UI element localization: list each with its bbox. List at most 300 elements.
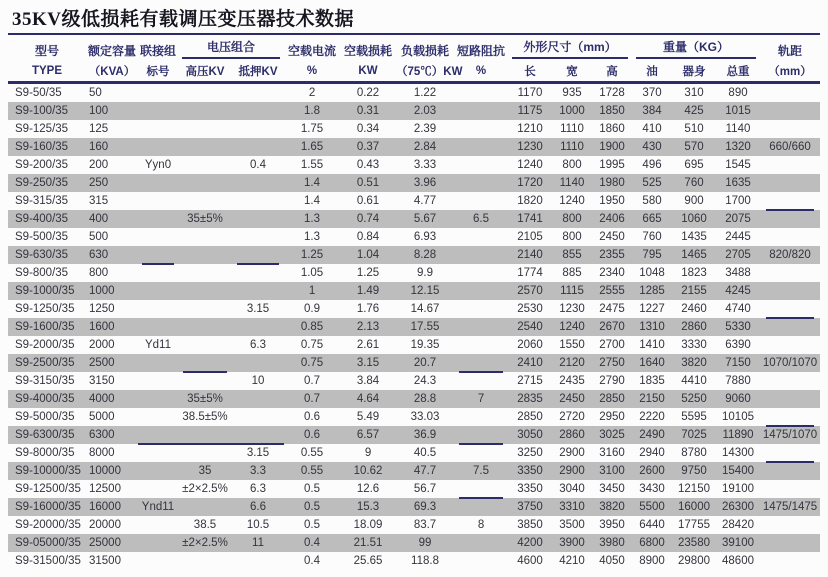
col-subheader-hv: 高压KV xyxy=(185,65,225,78)
cell-kva: 25000 xyxy=(89,537,121,549)
cell-current: 0.9 xyxy=(304,303,321,315)
cell-noload: 1.25 xyxy=(356,267,380,279)
col-header-weight-group xyxy=(632,36,760,60)
cell-noload: 3.15 xyxy=(356,357,380,369)
cell-hv: 35±5% xyxy=(187,393,223,405)
cell-lv: 3.15 xyxy=(246,447,270,459)
cell-hv xyxy=(178,264,232,282)
cell-noload: 21.51 xyxy=(353,537,383,549)
col-header-connection-group: 联接组 xyxy=(139,44,176,58)
cell-noload: 0.34 xyxy=(356,123,380,135)
cell-body: 3820 xyxy=(681,357,707,369)
cell-noload: 2.61 xyxy=(356,339,380,351)
cell-type: S9-400/35 xyxy=(15,213,69,225)
cell-current: 0.4 xyxy=(304,555,321,567)
cell-total: 2075 xyxy=(725,213,751,225)
cell-lv xyxy=(232,426,284,444)
dimensions-group-label: 外形尺寸（mm） xyxy=(512,38,628,59)
cell-noload: 0.61 xyxy=(356,195,380,207)
cell-lv xyxy=(232,102,284,120)
cell-kva: 10000 xyxy=(89,465,121,477)
col-header-impedance: 短路阻抗 xyxy=(457,44,506,58)
cell-hv xyxy=(178,174,232,192)
cell-total: 4245 xyxy=(725,285,751,297)
cell-lv: 11 xyxy=(252,537,264,549)
cell-label xyxy=(138,228,178,246)
cell-body: 425 xyxy=(684,105,704,117)
cell-total: 11890 xyxy=(722,429,754,441)
cell-wid: 4210 xyxy=(559,555,585,567)
cell-oil: 2600 xyxy=(639,465,665,477)
cell-lv xyxy=(232,354,284,372)
cell-wid: 1240 xyxy=(559,321,585,333)
cell-type: S9-200/35 xyxy=(15,159,69,171)
cell-kva: 200 xyxy=(89,159,109,171)
cell-total: 1700 xyxy=(725,195,751,207)
cell-gauge xyxy=(760,282,820,300)
cell-noload: 25.65 xyxy=(353,555,383,567)
cell-current: 1.4 xyxy=(304,177,321,189)
cell-hv xyxy=(178,354,232,372)
cell-noload: 0.43 xyxy=(356,159,380,171)
cell-wid: 1230 xyxy=(559,303,585,315)
cell-hv xyxy=(178,300,232,318)
cell-body: 2460 xyxy=(681,303,707,315)
cell-gauge xyxy=(760,156,820,174)
cell-current: 0.6 xyxy=(304,429,321,441)
cell-kva: 50 xyxy=(89,87,102,99)
cell-oil: 6440 xyxy=(639,519,665,531)
cell-impedance xyxy=(454,138,508,156)
cell-body: 5250 xyxy=(681,393,707,405)
cell-lv xyxy=(232,192,284,210)
cell-load: 3.96 xyxy=(413,177,437,189)
cell-hei: 2750 xyxy=(599,357,625,369)
table-row xyxy=(8,156,820,174)
cell-oil: 3430 xyxy=(639,483,665,495)
cell-noload: 0.37 xyxy=(356,141,380,153)
cell-load: 36.9 xyxy=(413,429,437,441)
cell-kva: 500 xyxy=(89,231,109,243)
cell-lv: 6.3 xyxy=(250,483,266,495)
cell-hv: ±2×2.5% xyxy=(182,483,228,495)
cell-total: 2705 xyxy=(725,249,751,261)
cell-label: Yd11 xyxy=(144,339,171,351)
cell-len: 1741 xyxy=(517,213,543,225)
cell-gauge xyxy=(760,300,820,318)
cell-label xyxy=(138,426,178,444)
cell-lv xyxy=(232,138,284,156)
cell-type: S9-100/35 xyxy=(15,105,69,117)
col-subheader-connection-label: 标号 xyxy=(146,65,170,78)
cell-total: 48600 xyxy=(722,555,754,567)
cell-len: 2850 xyxy=(517,411,543,423)
cell-hei: 1995 xyxy=(599,159,625,171)
cell-kva: 3150 xyxy=(89,375,115,387)
cell-oil: 1835 xyxy=(639,375,665,387)
cell-wid: 800 xyxy=(562,231,582,243)
cell-type: S9-160/35 xyxy=(15,141,69,153)
cell-load: 99 xyxy=(418,537,432,549)
cell-hv xyxy=(178,444,232,462)
cell-kva: 315 xyxy=(89,195,109,207)
cell-noload: 0.84 xyxy=(356,231,380,243)
cell-oil: 2220 xyxy=(639,411,665,423)
cell-body: 5595 xyxy=(681,411,707,423)
cell-oil: 1048 xyxy=(639,267,665,279)
cell-impedance xyxy=(454,228,508,246)
cell-kva: 125 xyxy=(89,123,109,135)
table-row xyxy=(8,444,820,462)
cell-label xyxy=(138,264,178,282)
cell-load: 2.39 xyxy=(413,123,437,135)
cell-load: 12.15 xyxy=(410,285,440,297)
cell-noload: 12.6 xyxy=(356,483,380,495)
cell-label xyxy=(138,138,178,156)
cell-kva: 1600 xyxy=(89,321,115,333)
cell-len: 2410 xyxy=(517,357,543,369)
cell-body: 17755 xyxy=(678,519,710,531)
page-title: 35KV级低损耗有载调压变压器技术数据 xyxy=(12,9,355,30)
table-row xyxy=(8,246,820,264)
cell-lv xyxy=(232,282,284,300)
cell-noload: 5.49 xyxy=(356,411,380,423)
cell-len: 4600 xyxy=(517,555,543,567)
cell-len: 1230 xyxy=(517,141,543,153)
cell-impedance xyxy=(454,246,508,264)
table-row xyxy=(8,174,820,192)
cell-load: 5.67 xyxy=(413,213,437,225)
cell-body: 9750 xyxy=(681,465,707,477)
cell-hei: 2850 xyxy=(599,393,625,405)
cell-label xyxy=(138,372,178,390)
cell-type: S9-05000/35 xyxy=(15,537,81,549)
col-header-noload-current: 空载电流 xyxy=(288,44,337,58)
cell-hei: 2450 xyxy=(599,231,625,243)
cell-impedance xyxy=(454,552,508,570)
cell-load: 8.28 xyxy=(413,249,437,261)
cell-hv: 35 xyxy=(198,465,212,477)
cell-len: 1820 xyxy=(517,195,543,207)
cell-total: 26300 xyxy=(722,501,754,513)
cell-kva: 250 xyxy=(89,177,109,189)
cell-hv: 35±5% xyxy=(187,213,223,225)
cell-load: 3.33 xyxy=(413,159,437,171)
cell-wid: 2450 xyxy=(559,393,585,405)
cell-oil: 1410 xyxy=(639,339,665,351)
cell-hei: 3025 xyxy=(599,429,625,441)
cell-type: S9-2500/35 xyxy=(15,357,75,369)
cell-body: 570 xyxy=(684,141,704,153)
cell-hv xyxy=(178,228,232,246)
cell-oil: 1640 xyxy=(639,357,665,369)
cell-gauge: 820/820 xyxy=(769,249,811,261)
cell-impedance: 7 xyxy=(477,393,485,405)
cell-oil: 6800 xyxy=(639,537,665,549)
cell-current: 2 xyxy=(308,87,316,99)
cell-body: 1060 xyxy=(681,213,707,225)
cell-gauge xyxy=(760,408,820,426)
cell-type: S9-8000/35 xyxy=(15,447,75,459)
cell-total: 7880 xyxy=(725,375,751,387)
table-row xyxy=(8,534,820,552)
cell-total: 1140 xyxy=(725,123,751,135)
cell-total: 1320 xyxy=(725,141,751,153)
col-subheader-kva: （KVA） xyxy=(88,65,136,78)
col-header-voltage-group xyxy=(178,36,284,60)
cell-wid: 935 xyxy=(562,87,582,99)
weight-group-label: 重量（KG） xyxy=(636,38,756,59)
cell-hv xyxy=(178,156,232,174)
cell-hv xyxy=(178,120,232,138)
col-header-type: 型号 xyxy=(34,44,59,58)
cell-body: 2860 xyxy=(681,321,707,333)
cell-noload: 0.22 xyxy=(356,87,380,99)
table-row xyxy=(8,83,820,103)
cell-noload: 10.62 xyxy=(353,465,383,477)
cell-oil: 1227 xyxy=(639,303,665,315)
cell-wid: 885 xyxy=(562,267,582,279)
cell-body: 1435 xyxy=(681,231,707,243)
table-row xyxy=(8,282,820,300)
cell-load: 47.7 xyxy=(413,465,437,477)
cell-label xyxy=(138,444,178,462)
header-row-1 xyxy=(8,36,820,60)
cell-load: 33.03 xyxy=(410,411,440,423)
cell-hv xyxy=(178,318,232,336)
cell-hv xyxy=(178,498,232,516)
table-header xyxy=(8,36,820,83)
cell-lv: 0.4 xyxy=(250,159,266,171)
cell-len: 1774 xyxy=(517,267,543,279)
cell-impedance xyxy=(454,264,508,282)
cell-len: 2540 xyxy=(517,321,543,333)
cell-body: 4410 xyxy=(681,375,707,387)
cell-oil: 1285 xyxy=(639,285,665,297)
cell-oil: 760 xyxy=(642,231,662,243)
cell-body: 2155 xyxy=(681,285,707,297)
cell-label xyxy=(138,282,178,300)
cell-total: 39100 xyxy=(722,537,754,549)
cell-gauge: 1475/1475 xyxy=(762,501,818,513)
cell-hei: 3820 xyxy=(599,501,625,513)
cell-gauge xyxy=(760,318,820,336)
table-row xyxy=(8,138,820,156)
cell-load: 40.5 xyxy=(413,447,437,459)
cell-gauge xyxy=(760,444,820,462)
table-row xyxy=(8,120,820,138)
table-row xyxy=(8,264,820,282)
cell-lv: 10 xyxy=(251,375,265,387)
cell-kva: 2500 xyxy=(89,357,115,369)
cell-hv xyxy=(178,102,232,120)
cell-hei: 1860 xyxy=(599,123,625,135)
cell-gauge xyxy=(760,210,820,228)
cell-wid: 800 xyxy=(562,159,582,171)
cell-wid: 800 xyxy=(562,213,582,225)
col-subheader-body: 器身 xyxy=(682,65,706,78)
table-row xyxy=(8,552,820,570)
col-header-kva: 额定容量 xyxy=(87,44,136,58)
col-header-dimensions-group xyxy=(508,36,632,60)
cell-hei: 3950 xyxy=(599,519,625,531)
cell-gauge xyxy=(760,534,820,552)
cell-total: 10105 xyxy=(722,411,754,423)
cell-impedance xyxy=(454,300,508,318)
cell-label xyxy=(138,516,178,534)
table-row xyxy=(8,318,820,336)
cell-load: 69.3 xyxy=(413,501,437,513)
cell-label xyxy=(138,534,178,552)
cell-label xyxy=(138,480,178,498)
cell-type: S9-3150/35 xyxy=(15,375,75,387)
cell-wid: 3500 xyxy=(559,519,585,531)
cell-wid: 1110 xyxy=(560,123,584,135)
cell-impedance xyxy=(454,192,508,210)
cell-wid: 1240 xyxy=(559,195,585,207)
cell-load: 20.7 xyxy=(413,357,437,369)
col-subheader-noload-current-unit: % xyxy=(306,64,318,77)
cell-load: 9.9 xyxy=(417,267,434,279)
cell-impedance xyxy=(454,102,508,120)
cell-current: 1.55 xyxy=(300,159,324,171)
cell-oil: 370 xyxy=(642,87,662,99)
cell-len: 2140 xyxy=(517,249,543,261)
cell-noload: 2.13 xyxy=(356,321,380,333)
cell-body: 695 xyxy=(684,159,704,171)
cell-hei: 2950 xyxy=(599,411,625,423)
cell-type: S9-4000/35 xyxy=(15,393,75,405)
cell-label: Yyn0 xyxy=(144,159,172,171)
cell-type: S9-12500/35 xyxy=(15,483,81,495)
cell-oil: 410 xyxy=(642,123,662,135)
cell-total: 15400 xyxy=(722,465,754,477)
cell-label xyxy=(138,83,178,103)
cell-impedance xyxy=(454,534,508,552)
cell-total: 1635 xyxy=(725,177,751,189)
cell-gauge xyxy=(760,462,820,480)
cell-current: 0.5 xyxy=(304,483,321,495)
cell-len: 3350 xyxy=(517,465,543,477)
cell-type: S9-1600/35 xyxy=(15,321,75,333)
cell-impedance xyxy=(454,444,508,462)
cell-label xyxy=(138,120,178,138)
cell-lv: 6.3 xyxy=(250,339,266,351)
col-subheader-type: TYPE xyxy=(31,64,63,77)
table-row xyxy=(8,390,820,408)
cell-lv xyxy=(232,210,284,228)
cell-wid: 1110 xyxy=(560,141,584,153)
cell-type: S9-2000/35 xyxy=(15,339,75,351)
table-row xyxy=(8,300,820,318)
cell-hv xyxy=(178,372,232,390)
cell-current: 0.4 xyxy=(304,537,321,549)
table-row xyxy=(8,228,820,246)
cell-wid: 855 xyxy=(562,249,582,261)
cell-current: 0.55 xyxy=(300,447,324,459)
header-row-2 xyxy=(8,60,820,83)
col-subheader-total: 总重 xyxy=(726,65,750,78)
cell-current: 0.6 xyxy=(304,411,321,423)
cell-gauge: 1070/1070 xyxy=(762,357,818,369)
cell-total: 6390 xyxy=(725,339,751,351)
cell-total: 3488 xyxy=(725,267,751,279)
cell-len: 2530 xyxy=(517,303,543,315)
cell-body: 29800 xyxy=(678,555,710,567)
table-row xyxy=(8,372,820,390)
col-subheader-lv: 抵押KV xyxy=(238,65,278,78)
cell-current: 0.85 xyxy=(300,321,324,333)
cell-load: 17.55 xyxy=(410,321,440,333)
cell-body: 8780 xyxy=(681,447,707,459)
cell-lv xyxy=(232,390,284,408)
table-row xyxy=(8,426,820,444)
cell-oil: 384 xyxy=(642,105,662,117)
cell-hv xyxy=(178,138,232,156)
cell-current: 0.75 xyxy=(300,357,324,369)
cell-hei: 1950 xyxy=(599,195,625,207)
cell-current: 0.7 xyxy=(304,375,321,387)
cell-oil: 525 xyxy=(642,177,662,189)
cell-impedance: 8 xyxy=(477,519,485,531)
cell-kva: 31500 xyxy=(89,555,121,567)
cell-type: S9-125/35 xyxy=(15,123,69,135)
table-row xyxy=(8,498,820,516)
cell-label xyxy=(138,174,178,192)
cell-load: 6.93 xyxy=(413,231,437,243)
cell-hei: 2555 xyxy=(599,285,625,297)
cell-impedance xyxy=(454,354,508,372)
cell-impedance xyxy=(454,156,508,174)
cell-body: 12150 xyxy=(678,483,710,495)
cell-len: 3050 xyxy=(517,429,543,441)
cell-impedance xyxy=(454,282,508,300)
cell-body: 1465 xyxy=(681,249,707,261)
cell-type: S9-16000/35 xyxy=(15,501,81,513)
cell-lv xyxy=(232,174,284,192)
cell-oil: 8900 xyxy=(639,555,665,567)
cell-lv xyxy=(232,552,284,570)
cell-oil: 1310 xyxy=(639,321,665,333)
cell-total: 890 xyxy=(728,87,748,99)
cell-kva: 6300 xyxy=(89,429,115,441)
cell-wid: 3900 xyxy=(559,537,585,549)
cell-len: 2060 xyxy=(517,339,543,351)
cell-wid: 2900 xyxy=(559,447,585,459)
cell-total: 4740 xyxy=(725,303,751,315)
cell-body: 510 xyxy=(684,123,704,135)
cell-impedance xyxy=(454,408,508,426)
cell-impedance xyxy=(454,318,508,336)
cell-load: 2.84 xyxy=(413,141,437,153)
col-subheader-impedance-unit: % xyxy=(475,64,487,77)
cell-kva: 2000 xyxy=(89,339,115,351)
col-header-load-loss: 负载损耗 xyxy=(401,44,450,58)
col-subheader-gauge-unit: （mm） xyxy=(768,65,812,78)
cell-noload: 4.64 xyxy=(356,393,380,405)
cell-len: 3250 xyxy=(517,447,543,459)
cell-lv xyxy=(232,228,284,246)
table-row xyxy=(8,516,820,534)
col-subheader-width: 宽 xyxy=(566,65,578,78)
cell-lv xyxy=(232,246,284,264)
cell-impedance xyxy=(454,336,508,354)
cell-noload: 0.31 xyxy=(356,105,380,117)
cell-gauge xyxy=(760,480,820,498)
cell-len: 2570 xyxy=(517,285,543,297)
cell-type: S9-50/35 xyxy=(15,87,62,99)
cell-type: S9-1000/35 xyxy=(15,285,75,297)
